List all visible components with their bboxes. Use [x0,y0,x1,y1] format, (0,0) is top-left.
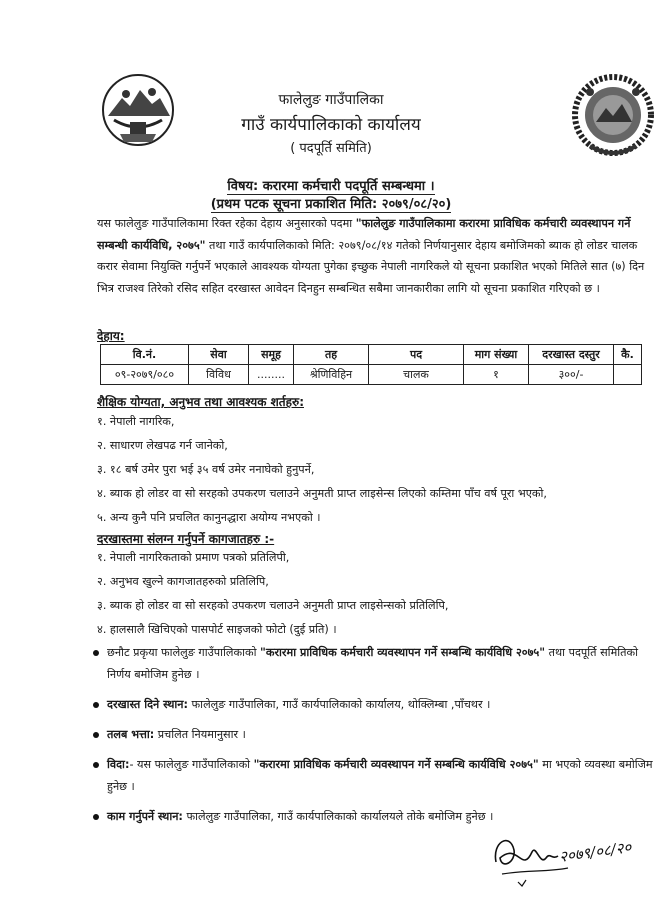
list-item: ४. ब्याक हो लोडर वा सो सरहको उपकरण चलाउने अनुमती प्राप्त लाइसेन्स लिएको कम्तिमा पाँच वर्ष पूरा भएको, [97,487,547,500]
bullet-text: फालेलुङ गाउँपालिका, गाउँ कार्यपालिकाको कार्यालय, थोक्लिम्बा ,पाँचथर । [188,698,491,711]
cell-service: विविध [189,365,249,385]
qualification-list [97,410,647,530]
bullet-procedure-name: "करारमा प्राविधिक कर्मचारी व्यवस्थापन गर्ने सम्बन्धि कार्यविधि २०७५" [260,646,546,659]
intro-procedure-name: "फालेलुङ गाउँपालिकामा करारमा प्राविधिक कर्मचारी व्यवस्थापन गर्ने सम्बन्धी कार्यविधि, २०७५" [97,217,631,252]
bullet-label: विदा: [107,758,130,771]
cell-post: चालक [369,365,464,385]
intro-part-2: तथा गाउँ कार्यपालिकाको मिति: २०७९/०८/१४ गतेको निर्णयानुसार देहाय बमोजिमको ब्याक हो लोडर चालक करार सेवामा नियुक्ति गर्नुपर्ने भएकाले आवश्यक योग्यता पुगेका इच्छुक नेपाली नागरिकले यो सूचना प्रकाशित भएको मितिले सात (७) दिन भित्र राजश्व तिरेको रसिद सहित दरखास्त आवेदन दिनहुन सम्बन्धित सबैमा जानकारीका लागि यो सूचना प्रकाशित गरिएको छ । [97,238,645,295]
documents-title: दरखास्तमा संलग्न गर्नुपर्ने कागजातहरु :- [97,532,275,546]
conditions-list [93,642,653,836]
signature-date-text: २०७९/०८/२० [558,838,633,866]
list-item [93,754,653,798]
list-item: २. साधारण लेखपढ गर्न जानेको, [97,439,228,452]
cell-remarks [614,365,642,385]
list-item: ४. हालसालै खिचिएको पासपोर्ट साइजको फोटो (दुई प्रति) । [97,623,337,636]
vacancy-table [100,344,642,385]
cell-serial: ०९-२०७९/०८० [101,365,189,385]
cell-group: ........ [249,365,294,385]
col-remarks: कै. [614,345,642,365]
nepal-emblem-logo [100,72,176,148]
bullet-procedure-name: "करारमा प्राविधिक कर्मचारी व्यवस्थापन गर्ने सम्बन्धि कार्यविधि २०७५" [253,758,539,771]
list-item [93,694,653,716]
bullet-label: तलब भत्ता: [107,728,155,741]
list-item: १. नेपाली नागरिक, [97,415,175,428]
bullet-text: - यस फालेलुङ गाउँपालिकाको [129,758,254,771]
table-header-row [101,345,642,365]
list-item: १. नेपाली नागरिकताको प्रमाण पत्रको प्रतिलिपी, [97,551,290,564]
handwritten-signature [488,822,638,892]
list-item: ३. १८ बर्ष उमेर पुरा भई ३५ वर्ष उमेर ननाघेको हुनुपर्ने, [97,463,315,476]
subject-line [0,176,662,194]
bullet-text: प्रचलित नियमानुसार । [154,728,246,741]
col-demand: माग संख्या [464,345,529,365]
cell-level: श्रेणिविहिन [294,365,369,385]
list-item: ३. ब्याक हो लोडर वा सो सरहको उपकरण चलाउने अनुमती प्राप्त लाइसेन्सको प्रतिलिपि, [97,599,449,612]
bullet-text: छनौट प्रकृया फालेलुङ गाउँपालिकाको [107,646,261,659]
cell-fee: ३००/- [529,365,614,385]
col-fee: दरखास्त दस्तुर [529,345,614,365]
list-item: २. अनुभव खुल्ने कागजातहरुको प्रतिलिपि, [97,575,269,588]
intro-part-1: यस फालेलुङ गाउँपालिकामा रिक्त रहेका देहाय अनुसारको पदमा [97,217,356,230]
municipality-name: फालेलुङ गाउँपालिका [278,92,384,108]
bullet-label: काम गर्नुपर्ने स्थान: [107,810,183,823]
office-name: गाउँ कार्यपालिकाको कार्यालय [241,115,421,135]
dehay-label: देहाय: [97,329,125,343]
col-group: समूह [249,345,294,365]
bullet-text: मा भएको व्यवस्था बमोजिम हुनेछ । [107,758,653,793]
intro-paragraph [97,213,652,299]
cell-demand: १ [464,365,529,385]
col-service: सेवा [189,345,249,365]
notice-date-line [0,194,662,212]
bullet-text: फालेलुङ गाउँपालिका, गाउँ कार्यपालिकाको कार्यालयले तोके बमोजिम हुनेछ । [182,810,494,823]
table-row [101,365,642,385]
bullet-label: दरखास्त दिने स्थान: [107,698,188,711]
documents-list [97,546,647,642]
col-serial: वि.नं. [101,345,189,365]
subject-text: विषय: करारमा कर्मचारी पदपूर्ति सम्बन्धमा । [227,179,435,194]
committee-name: ( पदपूर्ति समिति) [290,141,372,156]
col-post: पद [369,345,464,365]
col-level: तह [294,345,369,365]
notice-date-text: (प्रथम पटक सूचना प्रकाशित मिति: २०७९/०८/२०) [210,197,452,212]
list-item [93,724,653,746]
qualification-title: शैक्षिक योग्यता, अनुभव तथा आवश्यक शर्तहरु: [97,395,304,409]
list-item [93,642,653,686]
list-item: ५. अन्य कुनै पनि प्रचलित कानुनद्धारा अयोग्य नभएको । [97,511,321,524]
bullet-text: तथा पदपूर्ति समितिको निर्णय बमोजिम हुनेछ । [107,646,639,681]
